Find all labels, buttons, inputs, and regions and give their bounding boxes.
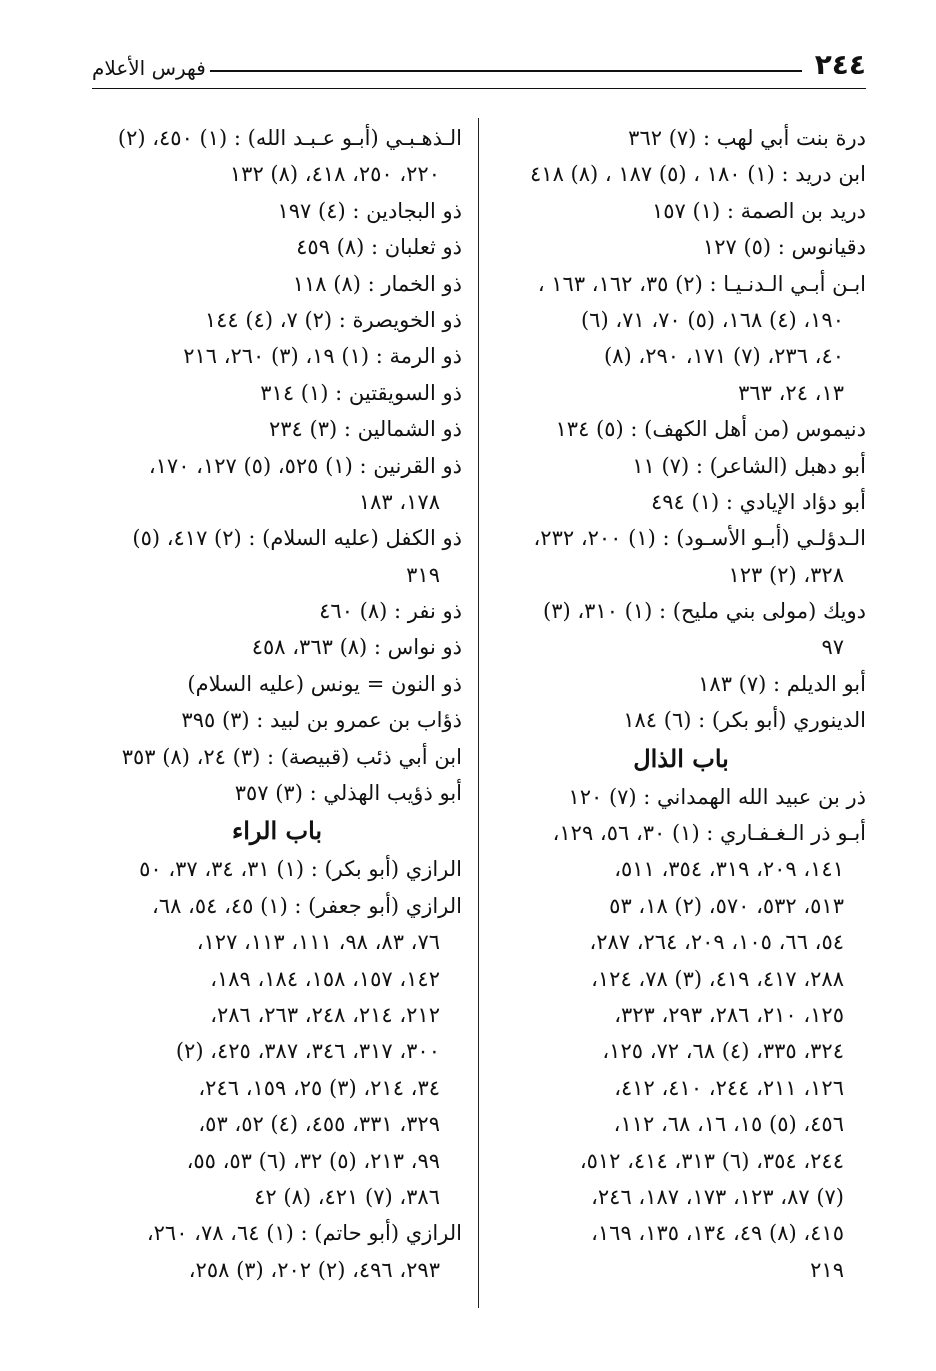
index-entry: ابن دريد : (١) ١٨٠ ، (٥) ١٨٧ ، (٨) ٤١٨ — [530, 162, 866, 187]
index-entry: الدينوري (أبو بكر) : (٦) ١٨٤ — [623, 708, 866, 733]
index-entry-continuation: ٥٤، ٦٦، ١٠٥، ٢٠٩، ٢٦٤، ٢٨٧، — [589, 930, 844, 955]
index-entry-continuation: ٣٢٤، ٣٣٥، (٤) ٦٨، ٧٢، ١٢٥، — [602, 1039, 844, 1064]
index-entry: أبو دؤاد الإيادي : (١) ٤٩٤ — [650, 489, 866, 514]
index-entry-continuation: ١٤٢، ١٥٧، ١٥٨، ١٨٤، ١٨٩، — [210, 966, 440, 991]
index-entry: الرازي (أبو بكر) : (١) ٣١، ٣٤، ٣٧، ٥٠ — [139, 857, 462, 882]
index-entry: ذو الكفل (عليه السلام) : (٢) ٤١٧، (٥) — [132, 526, 462, 551]
index-entry: ابن أبي ذئب (قبيصة) : (٣) ٢٤، (٨) ٣٥٣ — [121, 744, 462, 769]
index-entry-continuation: ٤٠، ٢٣٦، (٧) ١٧١، ٢٩٠، (٨) — [604, 344, 844, 369]
header-underline — [92, 88, 866, 89]
index-entry: أبو دهبل (الشاعر) : (٧) ١١ — [632, 453, 866, 478]
right-column — [496, 120, 866, 1288]
index-entry-continuation: ٣١٩ — [406, 562, 440, 587]
index-entry: الـذهـبـي (أبـو عـبـد الله) : (١) ٤٥٠، (٢) — [117, 126, 462, 150]
page-header — [92, 48, 866, 88]
index-entry-continuation: ٣٢٨، (٢) ١٢٣ — [728, 562, 844, 587]
index-entry-continuation: (٧) ٨٧، ١٢٣، ١٧٣، ١٨٧، ٢٤٦، — [591, 1184, 844, 1209]
index-entry: ذو الشمالين : (٣) ٢٣٤ — [268, 417, 462, 442]
index-entry: ذو الرمة : (١) ١٩، (٣) ٢٦٠، ٢١٦ — [183, 344, 462, 369]
index-entry: ذو ثعلبان : (٨) ٤٥٩ — [296, 235, 462, 260]
section-heading: باب الراء — [231, 816, 323, 846]
index-entry: ابـن أبـي الـدنـيـا : (٢) ٣٥، ١٦٢، ١٦٣ ، — [537, 271, 866, 296]
index-entry: دنيموس (من أهل الكهف) : (٥) ١٣٤ — [555, 417, 866, 442]
index-entry: دقيانوس : (٥) ١٢٧ — [702, 235, 866, 260]
index-entry: أبو ذؤيب الهذلي : (٣) ٣٥٧ — [234, 781, 462, 806]
index-entry: دريد بن الصمة : (١) ١٥٧ — [651, 198, 866, 223]
index-entry-continuation: ٥١٣، ٥٣٢، ٥٧٠، (٢) ١٨، ٥٣ — [609, 893, 844, 918]
index-entry-continuation: ٣٨٦، (٧) ٤٢١، (٨) ٤٢ — [254, 1184, 440, 1209]
index-entry: ذو نواس : (٨) ٣٦٣، ٤٥٨ — [251, 635, 462, 660]
index-entry: ذو النون = يونس (عليه السلام) — [187, 671, 462, 696]
index-entry-continuation: ١٢٥، ٢١٠، ٢٨٦، ٢٩٣، ٣٢٣، — [614, 1002, 844, 1027]
index-entry-continuation: ٣٠٠، ٣١٧، ٣٤٦، ٣٨٧، ٤٢٥، (٢) — [175, 1039, 440, 1064]
section-heading: باب الذال — [633, 743, 729, 773]
index-entry: دويك (مولى بني مليح) : (١) ٣١٠، (٣) — [543, 599, 866, 624]
index-entry-continuation: ٤٥٦، (٥) ١٥، ١٦، ٦٨، ١١٢، — [613, 1112, 844, 1137]
index-entry: ذو الخويصرة : (٢) ٧، (٤) ١٤٤ — [204, 307, 462, 332]
index-entry: ذو الخمار : (٨) ١١٨ — [292, 271, 462, 296]
index-entry: الـدؤلـي (أبـو الأسـود) : (١) ٢٠٠، ٢٣٢، — [533, 526, 866, 551]
left-column — [92, 120, 462, 1288]
index-entry-continuation: ٢٨٨، ٤١٧، ٤١٩، (٣) ٧٨، ١٢٤، — [591, 966, 844, 991]
index-entry-continuation: ٩٧ — [821, 635, 844, 660]
index-entry: ذؤاب بن عمرو بن لبيد : (٣) ٣٩٥ — [181, 708, 462, 733]
index-entry-continuation: ١٣، ٢٤، ٣٦٣ — [738, 380, 844, 405]
index-entry-continuation: ٢٩٣، ٤٩٦، (٢) ٢٠٢، (٣) ٢٥٨، — [188, 1257, 440, 1282]
index-entry: الرازي (أبو حاتم) : (١) ٦٤، ٧٨، ٢٦٠، — [146, 1221, 462, 1246]
index-entry-continuation: ٤١٥، (٨) ٤٩، ١٣٤، ١٣٥، ١٦٩، — [591, 1221, 844, 1246]
index-entry-continuation: ٢١٩ — [810, 1257, 844, 1282]
index-entry-continuation: ٢١٢، ٢١٤، ٢٤٨، ٢٦٣، ٢٨٦، — [210, 1002, 440, 1027]
index-entry-continuation: ٩٩، ٢١٣، (٥) ٣٢، (٦) ٥٣، ٥٥، — [186, 1148, 440, 1173]
header-rule — [210, 70, 802, 72]
index-entry: ذو السويقتين : (١) ٣١٤ — [260, 380, 462, 405]
index-entry-continuation: ١٩٠، (٤) ١٦٨، (٥) ٧٠، ٧١، (٦) — [580, 307, 844, 332]
index-entry: ذو القرنين : (١) ٥٢٥، (٥) ١٢٧، ١٧٠، — [148, 453, 462, 478]
index-entry-continuation: ١٤١، ٢٠٩، ٣١٩، ٣٥٤، ٥١١، — [614, 857, 844, 882]
index-entry: أبو الديلم : (٧) ١٨٣ — [698, 671, 866, 696]
index-entry: أبـو ذر الـغـفـاري : (١) ٣٠، ٥٦، ١٢٩، — [552, 821, 866, 846]
page-number: ٢٤٤ — [814, 48, 866, 81]
index-entry: ذر بن عبيد الله الهمداني : (٧) ١٢٠ — [568, 784, 866, 809]
index-entry-continuation: ١٢٦، ٢١١، ٢٤٤، ٤١٠، ٤١٢، — [614, 1075, 844, 1100]
column-divider — [478, 118, 479, 1308]
index-entry-continuation: ١٧٨، ١٨٣ — [358, 489, 440, 514]
index-entry: ذو البجادين : (٤) ١٩٧ — [277, 198, 462, 223]
index-entry-continuation: ٢٢٠، ٢٥٠، ٤١٨، (٨) ١٣٢ — [229, 162, 440, 187]
index-entry: درة بنت أبي لهب : (٧) ٣٦٢ — [628, 126, 866, 150]
index-entry-continuation: ٣٢٩، ٣٣١، ٤٥٥، (٤) ٥٢، ٥٣، — [198, 1112, 440, 1137]
index-entry: الرازي (أبو جعفر) : (١) ٤٥، ٥٤، ٦٨، — [152, 893, 462, 918]
index-entry-continuation: ٧٦، ٨٣، ٩٨، ١١١، ١١٣، ١٢٧، — [196, 930, 440, 955]
index-entry: ذو نفر : (٨) ٤٦٠ — [319, 599, 462, 624]
running-title: فهرس الأعلام — [92, 56, 206, 80]
index-entry-continuation: ٣٤، ٢١٤، (٣) ٢٥، ١٥٩، ٢٤٦، — [198, 1075, 440, 1100]
index-entry-continuation: ٢٤٤، ٣٥٤، (٦) ٣١٣، ٤١٤، ٥١٢، — [579, 1148, 844, 1173]
